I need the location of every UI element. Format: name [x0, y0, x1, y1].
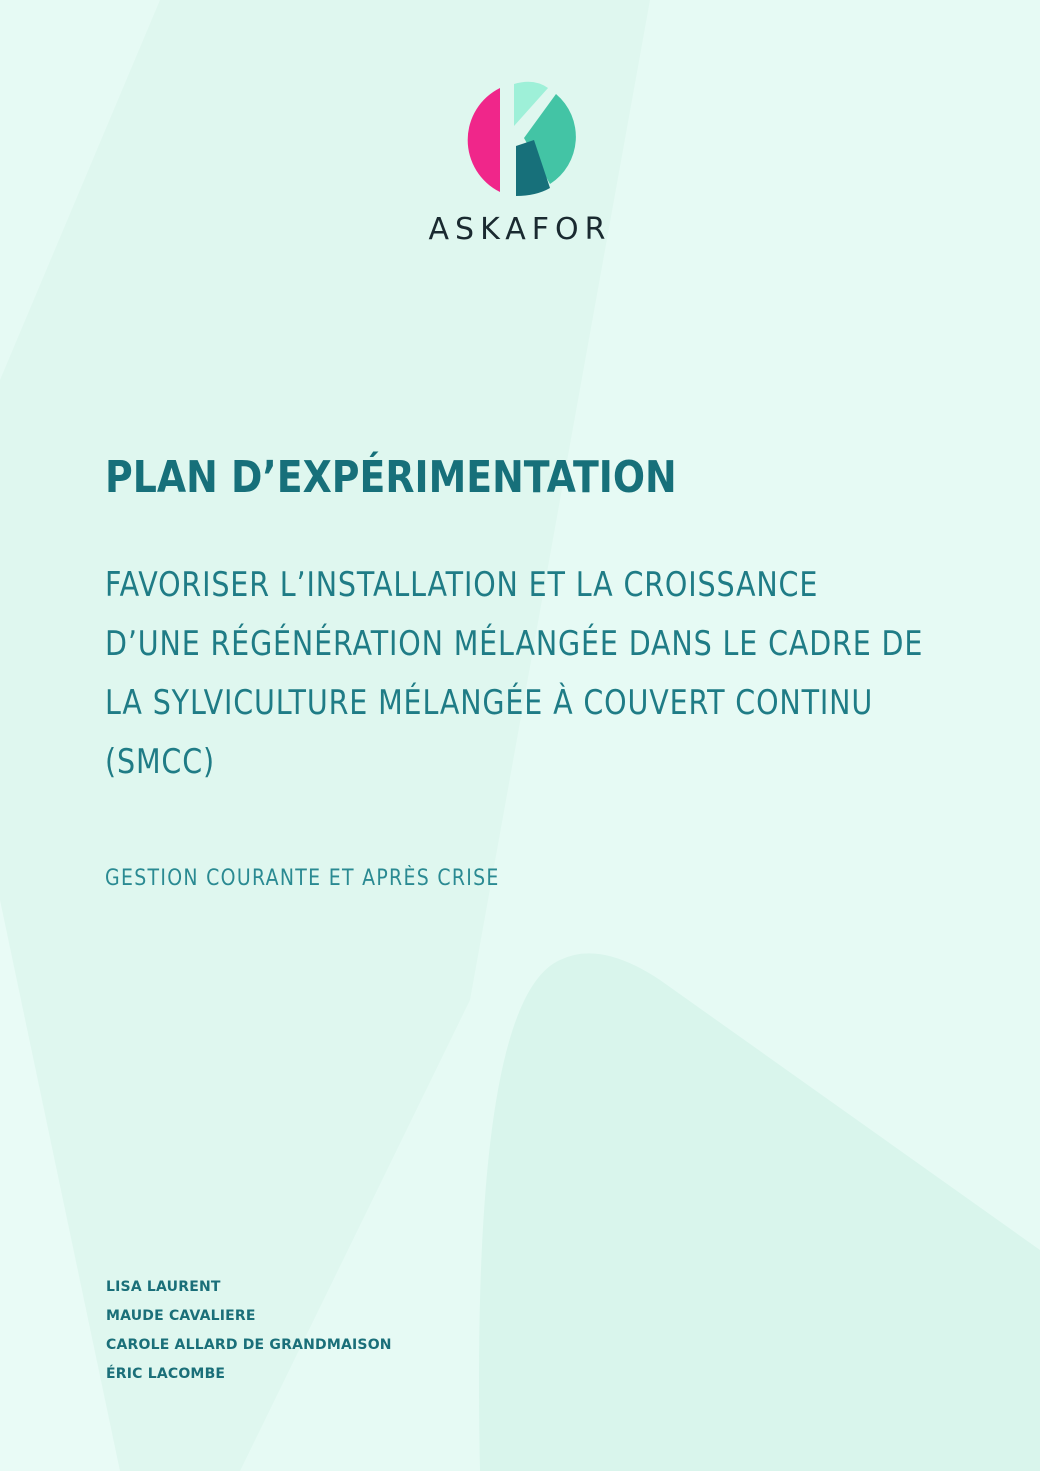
author-list	[106, 1273, 392, 1389]
document-context: GESTION COURANTE ET APRÈS CRISE	[105, 866, 500, 891]
subtitle-line: (SMCC)	[105, 742, 215, 782]
watermark-stroke-right	[479, 953, 1040, 1471]
author-name: CAROLE ALLARD DE GRANDMAISON	[106, 1337, 392, 1353]
document-subtitle	[105, 556, 1005, 792]
subtitle-line: FAVORISER L’INSTALLATION ET LA CROISSANCE	[105, 565, 819, 605]
subtitle-line: LA SYLVICULTURE MÉLANGÉE À COUVERT CONTINU	[105, 683, 874, 723]
brand-name: ASKAFOR	[428, 212, 612, 247]
brand-logo	[420, 72, 620, 252]
author-name: MAUDE CAVALIERE	[106, 1308, 256, 1324]
askafor-logo-icon	[464, 76, 588, 200]
subtitle-line: D’UNE RÉGÉNÉRATION MÉLANGÉE DANS LE CADRE DE	[105, 624, 924, 664]
logo-pink-segment	[468, 88, 500, 192]
author-name: LISA LAURENT	[106, 1279, 221, 1295]
document-title: PLAN D’EXPÉRIMENTATION	[105, 452, 677, 503]
author-name: ÉRIC LACOMBE	[106, 1366, 226, 1382]
